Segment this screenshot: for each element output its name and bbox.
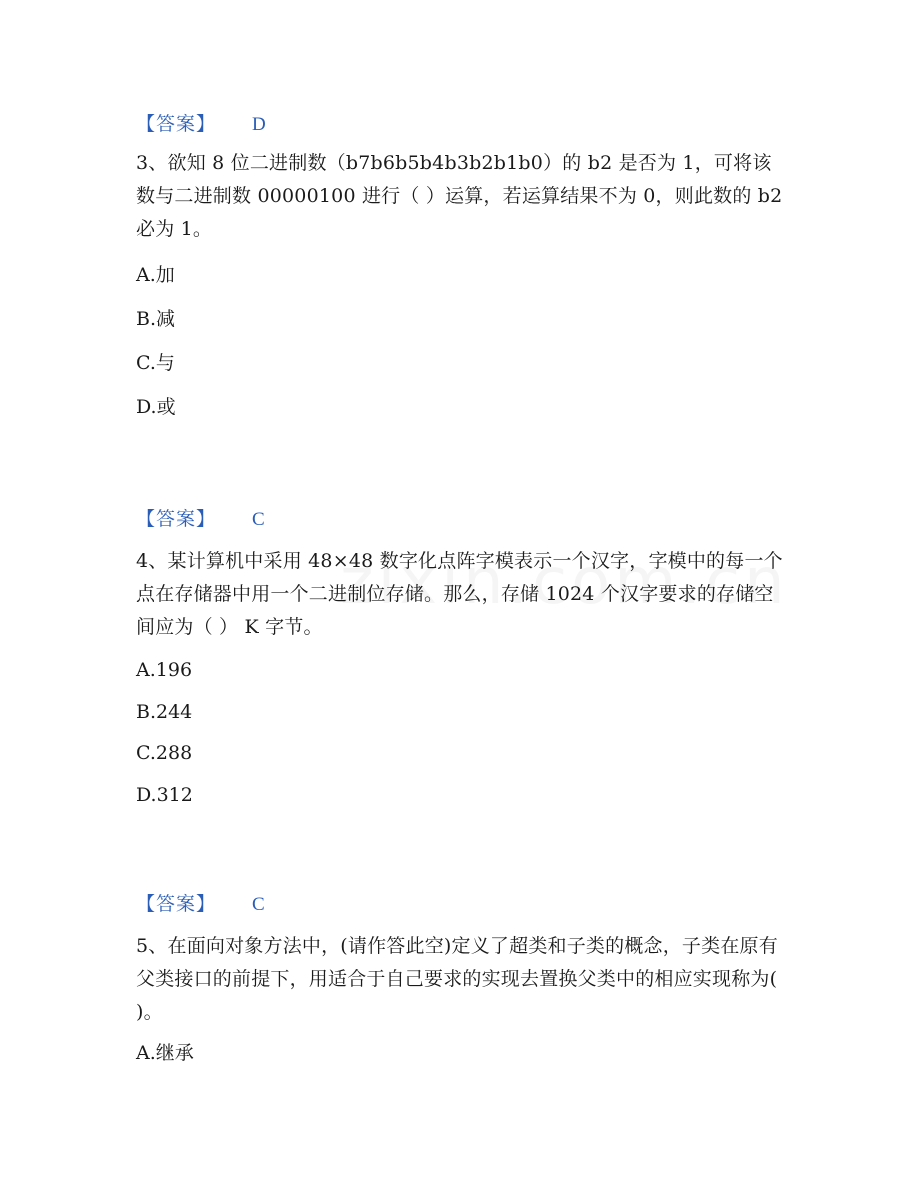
answer-line xyxy=(136,892,265,917)
question-text: 4、某计算机中采用 48×48 数字化点阵字模表示一个汉字，字模中的每一个点在存储器中用一个二进制位存储。那么，存储 1024 个汉字要求的存储空间应为（ ） K 字节。 xyxy=(136,550,783,638)
option-a: A.继承 xyxy=(136,1042,194,1064)
answer-value: C xyxy=(252,894,265,915)
answer-value: D xyxy=(252,114,266,135)
answer-line xyxy=(136,112,266,137)
option-d: D.312 xyxy=(136,784,193,806)
option-c: C.288 xyxy=(136,742,193,764)
answer-value: C xyxy=(252,509,265,530)
option-a: A.加 xyxy=(136,264,175,286)
option-c: C.与 xyxy=(136,352,175,374)
question-text: 5、在面向对象方法中，(请作答此空)定义了超类和子类的概念，子类在原有父类接口的前提下，用适合于自己要求的实现去置换父类中的相应实现称为( )。 xyxy=(136,935,778,1023)
answer-label: 【答案】 xyxy=(136,893,217,915)
answer-label: 【答案】 xyxy=(136,113,217,135)
question-text: 3、欲知 8 位二进制数（b7b6b5b4b3b2b1b0）的 b2 是否为 1，可将该数与二进制数 00000100 进行（ ）运算，若运算结果不为 0，则此数的 b2 必为 1。 xyxy=(136,152,783,240)
option-d: D.或 xyxy=(136,396,176,418)
answer-line xyxy=(136,507,265,532)
option-b: B.244 xyxy=(136,701,193,723)
answer-label: 【答案】 xyxy=(136,508,217,530)
option-b: B.减 xyxy=(136,308,176,330)
option-a: A.196 xyxy=(136,659,193,681)
